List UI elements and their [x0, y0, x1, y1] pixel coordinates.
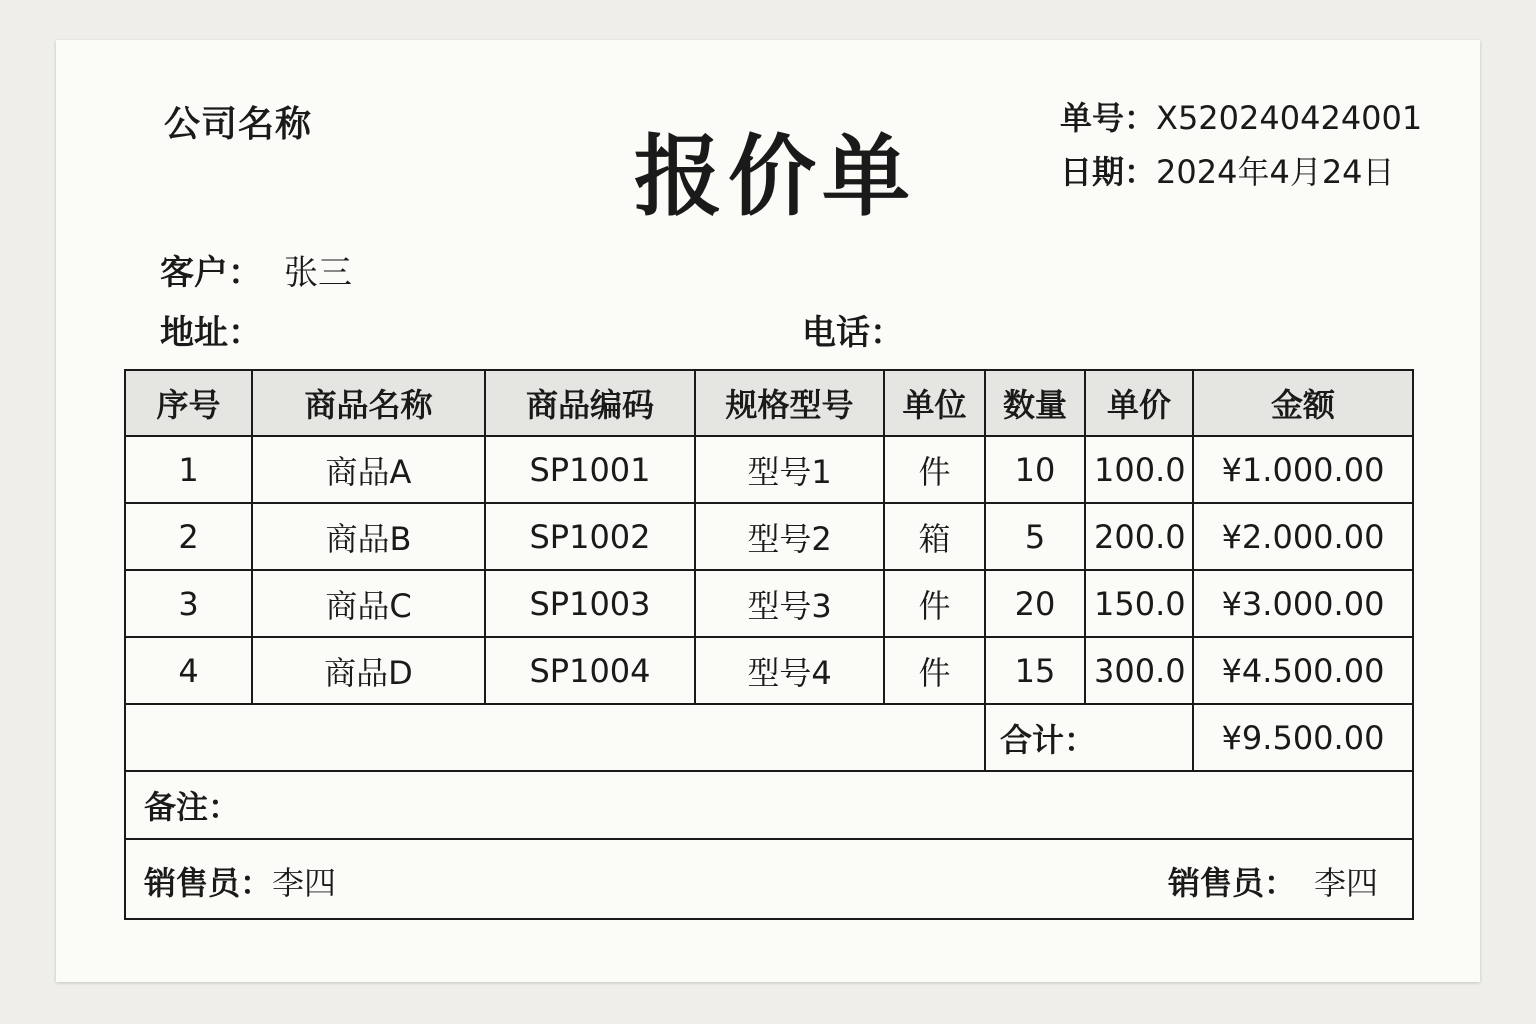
cell-product-name: 商品C [252, 570, 485, 637]
header-spec-model: 规格型号 [695, 370, 884, 436]
cell-quantity: 20 [985, 570, 1085, 637]
cell-unit: 件 [884, 436, 985, 503]
quote-date-row [1060, 152, 1395, 192]
cell-spec-model: 型号3 [695, 570, 884, 637]
cell-product-code: SP1004 [485, 637, 695, 704]
table-row [125, 637, 1413, 704]
total-label: 合计： [985, 704, 1193, 771]
salesperson-left-value: 李四 [272, 864, 337, 902]
quotation-table [124, 369, 1414, 920]
cell-index: 2 [125, 503, 252, 570]
cell-product-code: SP1001 [485, 436, 695, 503]
cell-spec-model: 型号2 [695, 503, 884, 570]
signature-row [125, 839, 1413, 919]
customer-value: 张三 [284, 253, 352, 293]
notes-cell [125, 771, 1413, 839]
company-name: 公司名称 [164, 104, 313, 145]
quote-number-label: 单号： [1060, 99, 1157, 137]
salesperson-left [144, 858, 336, 904]
salesperson-right-value: 李四 [1313, 864, 1378, 902]
document-title: 报价单 [634, 125, 917, 228]
cell-unit-price: 300.0 [1085, 637, 1193, 704]
salesperson-right [1168, 858, 1378, 904]
table-header-row [125, 370, 1413, 436]
cell-product-name: 商品D [252, 637, 485, 704]
address-label: 地址： [160, 313, 262, 353]
customer-row [160, 252, 352, 294]
header-amount: 金额 [1193, 370, 1413, 436]
phone-row [802, 312, 904, 354]
notes-label: 备注： [144, 788, 241, 826]
cell-index: 4 [125, 637, 252, 704]
cell-index: 1 [125, 436, 252, 503]
customer-label: 客户： [160, 253, 262, 293]
table-row [125, 570, 1413, 637]
cell-unit: 箱 [884, 503, 985, 570]
cell-product-name: 商品A [252, 436, 485, 503]
cell-amount: ¥4.500.00 [1193, 637, 1413, 704]
cell-spec-model: 型号1 [695, 436, 884, 503]
cell-unit-price: 100.0 [1085, 436, 1193, 503]
cell-unit-price: 200.0 [1085, 503, 1193, 570]
phone-label: 电话： [802, 313, 904, 353]
signature-cell [125, 839, 1413, 919]
cell-unit: 件 [884, 637, 985, 704]
quote-number-row [1060, 98, 1422, 138]
header-quantity: 数量 [985, 370, 1085, 436]
notes-row [125, 771, 1413, 839]
salesperson-left-label: 销售员： [144, 864, 273, 902]
total-row [125, 704, 1413, 771]
cell-amount: ¥3.000.00 [1193, 570, 1413, 637]
table-row [125, 436, 1413, 503]
cell-unit: 件 [884, 570, 985, 637]
quote-date-label: 日期： [1060, 153, 1157, 191]
quote-date-value: 2024年4月24日 [1156, 153, 1395, 191]
header-unit-price: 单价 [1085, 370, 1193, 436]
cell-unit-price: 150.0 [1085, 570, 1193, 637]
table-row [125, 503, 1413, 570]
cell-index: 3 [125, 570, 252, 637]
salesperson-right-label: 销售员： [1167, 864, 1296, 902]
cell-amount: ¥2.000.00 [1193, 503, 1413, 570]
cell-amount: ¥1.000.00 [1193, 436, 1413, 503]
cell-product-code: SP1003 [485, 570, 695, 637]
header-index: 序号 [125, 370, 252, 436]
quotation-sheet [56, 40, 1480, 982]
header-product-code: 商品编码 [485, 370, 695, 436]
total-value: ¥9.500.00 [1193, 704, 1413, 771]
quote-number-value: X520240424001 [1156, 99, 1423, 137]
header-unit: 单位 [884, 370, 985, 436]
cell-quantity: 10 [985, 436, 1085, 503]
cell-product-code: SP1002 [485, 503, 695, 570]
total-spacer [125, 704, 985, 771]
cell-quantity: 15 [985, 637, 1085, 704]
cell-spec-model: 型号4 [695, 637, 884, 704]
cell-product-name: 商品B [252, 503, 485, 570]
cell-quantity: 5 [985, 503, 1085, 570]
address-row [160, 312, 262, 354]
header-product-name: 商品名称 [252, 370, 485, 436]
